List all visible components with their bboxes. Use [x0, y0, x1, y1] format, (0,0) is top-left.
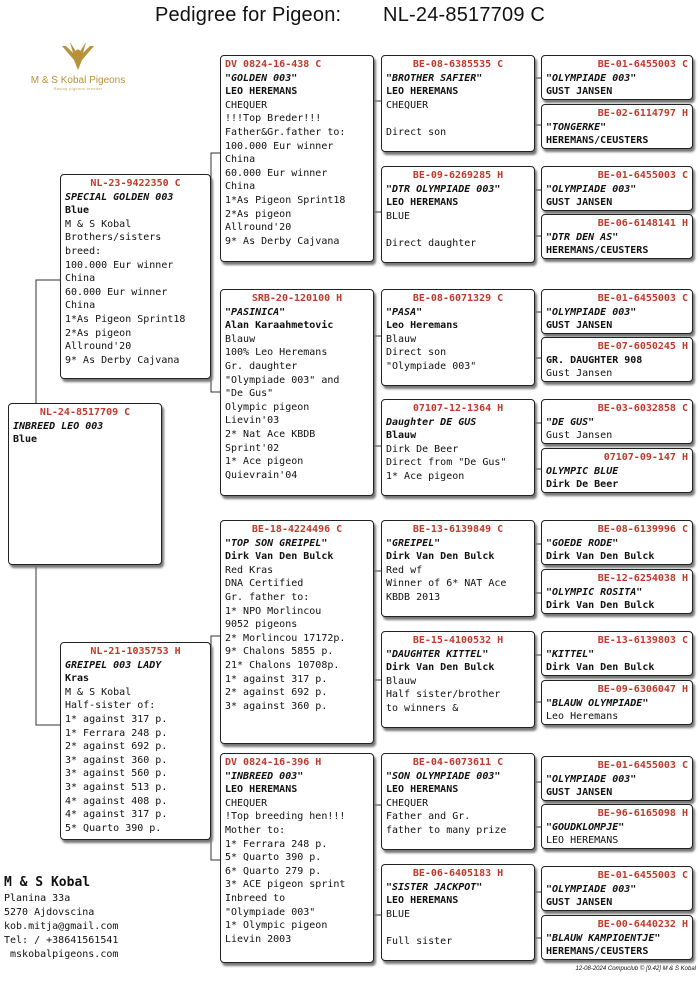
ancestor-ring: BE-08-6139996 C: [597, 524, 688, 535]
ancestor-breeder: Leo Heremans: [546, 711, 619, 723]
dam-line: 4* against 408 p.: [65, 795, 168, 807]
ggp-breeder: LEO HEREMANS: [386, 784, 459, 796]
grandparent-line: 1* Olympic pigeon: [225, 920, 328, 932]
ancestor-ring: BE-09-6306047 H: [597, 684, 688, 695]
ancestor-breeder: Dirk Van Den Bulck: [546, 600, 655, 612]
owner-city: 5270 Ajdovscina: [4, 907, 95, 918]
grandparent-line: "De Gus": [225, 388, 274, 400]
ancestor-name: "DTR DEN AS": [546, 231, 619, 243]
ancestor-ring: BE-03-6032858 C: [597, 403, 688, 414]
dam-line: 4* against 317 p.: [65, 809, 168, 821]
grandparent-line: 5* Quarto 390 p.: [225, 852, 322, 864]
ancestor-ring: BE-96-6165098 H: [597, 808, 688, 819]
ancestor-breeder: GUST JANSEN: [546, 787, 613, 799]
ggp-line: to winners &: [386, 702, 459, 714]
grandparent-name: "TOP SON GREIPEL": [225, 537, 328, 549]
grandparent-line: Father&Gr.father to:: [225, 126, 346, 138]
grandparent-line: "Olympiade 003" and: [225, 374, 340, 386]
ancestor-name: "TONGERKE": [546, 121, 607, 133]
sire-line: Allround'20: [65, 341, 132, 353]
grandparent-line: 1* Ace pigeon: [225, 456, 304, 468]
ggp-breeder: Dirk Van Den Bulck: [386, 662, 495, 674]
ggp-line: Direct from "De Gus": [386, 457, 507, 469]
ancestor-name: "OLYMPIADE 003": [546, 883, 637, 895]
sire-line: M & S Kobal: [65, 218, 132, 230]
ancestor-card: [541, 289, 693, 334]
ancestor-ring: BE-13-6139803 C: [597, 635, 688, 646]
sire-line: China: [65, 300, 96, 312]
ancestor-breeder: Gust Jansen: [546, 368, 613, 380]
ancestor-ring: BE-00-6440232 H: [597, 919, 688, 930]
great-grandparent-card: [381, 289, 535, 386]
logo-tagline: Racing pigeons breeder: [53, 86, 103, 91]
ggp-line: Direct son: [386, 347, 447, 359]
ggp-breeder: Dirk Van Den Bulck: [386, 551, 495, 563]
ggp-line: BLUE: [386, 210, 411, 222]
grandparent-breeder: LEO HEREMANS: [225, 784, 298, 796]
dam-line: 2* against 692 p.: [65, 741, 168, 753]
ancestor-name: "GOUDKLOMPJE": [546, 821, 625, 833]
grandparent-line: Mother to:: [225, 824, 286, 836]
grandparent-line: 2*As pigeon: [225, 208, 292, 220]
title-ring: NL-24-8517709 C: [383, 4, 546, 26]
ggp-line: Direct son: [386, 126, 447, 138]
grandparent-line: 1* NPO Morlincou: [225, 605, 322, 617]
dam-name: GREIPEL 003 LADY: [65, 659, 162, 671]
grandparent-ring: DV 0824-16-438 C: [225, 59, 322, 70]
ggp-ring: BE-06-6405183 H: [412, 868, 504, 879]
ggp-line: Father and Gr.: [386, 811, 471, 823]
ancestor-card: [541, 756, 693, 801]
sire-ring: NL-23-9422350 C: [90, 178, 181, 189]
ggp-line: [386, 921, 530, 935]
grandparent-line: 1* Ferrara 248 p.: [225, 838, 328, 850]
subject-color: Blue: [13, 434, 38, 446]
sire-line: Brothers/sisters: [65, 232, 162, 244]
ancestor-card: [541, 915, 693, 960]
ancestor-breeder: Dirk De Beer: [546, 479, 619, 491]
dam-line: M & S Kobal: [65, 686, 132, 698]
ancestor-name: "OLYMPIADE 003": [546, 306, 637, 318]
ggp-breeder: LEO HEREMANS: [386, 86, 459, 98]
grandparent-line: Gr. father to:: [225, 591, 310, 603]
sire-line: China: [65, 273, 96, 285]
dam-line: 3* against 513 p.: [65, 781, 168, 793]
grandparent-line: 60.000 Eur winner: [225, 167, 328, 179]
grandparent-card: [220, 520, 374, 744]
dam-ring: NL-21-1035753 H: [90, 646, 181, 657]
ancestor-card: [541, 166, 693, 211]
ggp-ring: BE-13-6139849 C: [412, 524, 504, 535]
ancestor-card: [541, 866, 693, 911]
ancestor-name: "GOEDE RODE": [546, 537, 619, 549]
ancestor-card: [541, 104, 693, 149]
owner-email: kob.mitja@gmail.com: [4, 921, 119, 932]
sire-line: 2*As pigeon: [65, 327, 132, 339]
sire-line: 9* As Derby Cajvana: [65, 354, 180, 366]
grandparent-breeder: LEO HEREMANS: [225, 86, 298, 98]
great-grandparent-card: [381, 399, 535, 496]
grandparent-line: Inbreed to: [225, 892, 286, 904]
ggp-line: KBDB 2013: [386, 591, 441, 603]
grandparent-line: Allround'20: [225, 222, 292, 234]
grandparent-line: Blauw: [225, 333, 256, 345]
grandparent-line: Quievrain'04: [225, 469, 298, 481]
subject-name: INBREED LEO 003: [13, 420, 104, 432]
grandparent-breeder: Alan Karaahmetovic: [225, 320, 334, 332]
grandparent-line: Lievin 2003: [225, 933, 292, 945]
ancestor-name: OLYMPIC BLUE: [546, 465, 619, 477]
ancestor-name: "BLAUW KAMPIOENTJE": [546, 932, 661, 944]
grandparent-line: 2* against 692 p.: [225, 687, 328, 699]
great-grandparent-card: [381, 753, 535, 850]
ancestor-breeder: HEREMANS/CEUSTERS: [546, 135, 649, 147]
ancestor-breeder: Gust Jansen: [546, 430, 613, 442]
ggp-line: CHEQUER: [386, 99, 429, 111]
ggp-ring: BE-08-6071329 C: [412, 293, 504, 304]
ggp-breeder: LEO HEREMANS: [386, 197, 459, 209]
owner-phone: Tel: / +38641561541: [4, 935, 119, 946]
ancestor-breeder: LEO HEREMANS: [546, 835, 619, 847]
ancestor-name: "OLYMPIADE 003": [546, 773, 637, 785]
ancestor-name: "OLYMPIC ROSITA": [546, 586, 643, 598]
ggp-line: Dirk De Beer: [386, 443, 459, 455]
grandparent-card: [220, 289, 374, 496]
ancestor-ring: BE-01-6455003 C: [597, 870, 688, 881]
ancestor-card: [541, 804, 693, 849]
grandparent-ring: DV 0824-16-396 H: [225, 757, 322, 768]
ggp-line: Half sister/brother: [386, 689, 501, 701]
grandparent-ring: BE-18-4224496 C: [251, 524, 343, 535]
print-stamp: 12-08-2024 Compuclub © [9.42] M & S Kobal: [575, 966, 696, 972]
ancestor-ring: BE-06-6148141 H: [597, 218, 688, 229]
ancestor-ring: BE-01-6455003 C: [597, 760, 688, 771]
ggp-line: CHEQUER: [386, 797, 429, 809]
owner-contact: [4, 874, 118, 962]
great-grandparent-card: [381, 55, 535, 152]
ggp-name: "DAUGHTER KITTEL": [386, 648, 489, 660]
ancestor-card: [541, 569, 693, 614]
dam-color: Kras: [65, 673, 90, 685]
grandparent-line: Olympic pigeon: [225, 401, 310, 413]
ggp-ring: BE-09-6269285 H: [412, 170, 504, 181]
owner-address: Planina 33a: [4, 893, 71, 904]
ancestor-card: [541, 399, 693, 444]
ancestor-ring: BE-01-6455003 C: [597, 59, 688, 70]
ggp-line: Winner of 6* NAT Ace: [386, 578, 507, 590]
ancestor-card: [541, 448, 693, 493]
grandparent-line: 2* Morlincou 17172p.: [225, 632, 346, 644]
ancestor-card: [541, 55, 693, 100]
ancestor-ring: BE-01-6455003 C: [597, 293, 688, 304]
ggp-line: "Olympiade 003": [386, 360, 477, 372]
dam-card: [60, 642, 211, 840]
grandparent-line: "Olympiade 003": [225, 906, 316, 918]
great-grandparent-card: [381, 864, 535, 961]
sire-card: [60, 174, 211, 379]
owner-website: mskobalpigeons.com: [4, 949, 119, 960]
ancestor-name: "OLYMPIADE 003": [546, 183, 637, 195]
grandparent-name: "PASINICA": [225, 306, 286, 318]
grandparent-line: 9* As Derby Cajvana: [225, 235, 340, 247]
subject-ring: NL-24-8517709 C: [39, 407, 131, 418]
ancestor-ring: BE-12-6254038 H: [597, 573, 688, 584]
dam-line: 1* against 317 p.: [65, 713, 168, 725]
ggp-ring: BE-04-6073611 C: [412, 757, 504, 768]
grandparent-card: [220, 753, 374, 963]
ggp-line: [386, 112, 530, 126]
ggp-name: Daughter DE GUS: [386, 416, 477, 428]
ggp-ring: 07107-12-1364 H: [412, 403, 504, 414]
ancestor-ring: BE-01-6455003 C: [597, 170, 688, 181]
ancestor-name: "KITTEL": [546, 648, 595, 660]
grandparent-line: 2* Nat Ace KBDB: [225, 428, 316, 440]
subject-card: [8, 403, 162, 565]
great-grandparent-card: [381, 520, 535, 617]
grandparent-card: [220, 55, 374, 262]
ancestor-breeder: GUST JANSEN: [546, 897, 613, 909]
grandparent-line: !Top breeding hen!!!: [225, 811, 346, 823]
grandparent-line: DNA Certified: [225, 578, 304, 590]
ggp-line: [386, 223, 530, 237]
grandparent-line: 3* against 360 p.: [225, 700, 328, 712]
ggp-ring: BE-08-6385535 C: [412, 59, 504, 70]
ggp-line: BLUE: [386, 908, 411, 920]
ancestor-breeder: GUST JANSEN: [546, 320, 613, 332]
ggp-line: Full sister: [386, 935, 453, 947]
ancestor-ring: BE-02-6114797 H: [597, 108, 688, 119]
sire-line: 1*As Pigeon Sprint18: [65, 313, 186, 325]
ancestor-name: "BLAUW OLYMPIADE": [546, 697, 649, 709]
ggp-name: "SON OLYMPIADE 003": [386, 770, 501, 782]
ggp-name: "GREIPEL": [386, 537, 441, 549]
grandparent-line: 1* against 317 p.: [225, 673, 328, 685]
dam-line: 3* against 560 p.: [65, 768, 168, 780]
sire-name: SPECIAL GOLDEN 003: [65, 191, 174, 203]
grandparent-name: "INBREED 003": [225, 770, 304, 782]
logo-brand: M & S Kobal Pigeons: [30, 75, 126, 86]
grandparent-line: Sprint'02: [225, 442, 280, 454]
grandparent-line: 21* Chalons 10708p.: [225, 659, 340, 671]
ancestor-breeder: HEREMANS/CEUSTERS: [546, 245, 649, 257]
grandparent-line: CHEQUER: [225, 797, 268, 809]
ggp-line: Direct daughter: [386, 237, 477, 249]
dam-line: Half-sister of:: [65, 700, 156, 712]
ggp-line: 1* Ace pigeon: [386, 470, 465, 482]
ancestor-breeder: HEREMANS/CEUSTERS: [546, 946, 649, 958]
ancestor-breeder: Dirk Van Den Bulck: [546, 662, 655, 674]
ancestor-ring: 07107-09-147 H: [603, 452, 688, 463]
ancestor-card: [541, 337, 693, 382]
ancestor-card: [541, 631, 693, 676]
grandparent-line: 1*As Pigeon Sprint18: [225, 194, 346, 206]
grandparent-line: 9* Chalons 5855 p.: [225, 646, 334, 658]
dam-line: 3* against 360 p.: [65, 754, 168, 766]
ggp-breeder: Blauw: [386, 430, 417, 442]
ancestor-name: "OLYMPIADE 003": [546, 72, 637, 84]
ancestor-name: "DE GUS": [546, 416, 595, 428]
ancestor-ring: BE-07-6050245 H: [597, 341, 688, 352]
dam-line: 5* Quarto 390 p.: [65, 822, 162, 834]
ggp-name: "SISTER JACKPOT": [386, 881, 483, 893]
ancestor-breeder: Dirk Van Den Bulck: [546, 551, 655, 563]
grandparent-ring: SRB-20-120100 H: [251, 293, 343, 304]
ancestor-card: [541, 680, 693, 725]
grandparent-line: Red Kras: [225, 564, 274, 576]
grandparent-line: 6* Quarto 279 p.: [225, 865, 322, 877]
grandparent-line: 3* ACE pigeon sprint: [225, 879, 346, 891]
ancestor-breeder: GUST JANSEN: [546, 86, 613, 98]
grandparent-name: "GOLDEN 003": [225, 72, 298, 84]
ggp-breeder: Leo Heremans: [386, 320, 459, 332]
ggp-line: father to many prize: [386, 824, 507, 836]
grandparent-line: !!!Top Breder!!!: [225, 113, 322, 125]
ggp-breeder: LEO HEREMANS: [386, 895, 459, 907]
ancestor-card: [541, 520, 693, 565]
grandparent-line: 9052 pigeons: [225, 619, 298, 631]
grandparent-line: 100.000 Eur winner: [225, 140, 334, 152]
great-grandparent-card: [381, 631, 535, 728]
ggp-line: Blauw: [386, 675, 417, 687]
sire-line: 100.000 Eur winner: [65, 259, 174, 271]
ggp-line: Red wf: [386, 564, 423, 576]
ggp-name: "PASA": [386, 306, 423, 318]
dam-line: 1* Ferrara 248 p.: [65, 727, 168, 739]
sire-color: Blue: [65, 205, 90, 217]
great-grandparent-card: [381, 166, 535, 263]
ggp-name: "DTR OLYMPIADE 003": [386, 183, 501, 195]
grandparent-line: China: [225, 181, 256, 193]
sire-line: 60.000 Eur winner: [65, 286, 168, 298]
ancestor-breeder: GUST JANSEN: [546, 197, 613, 209]
grandparent-breeder: Dirk Van Den Bulck: [225, 551, 334, 563]
grandparent-line: 100% Leo Heremans: [225, 347, 328, 359]
ggp-ring: BE-15-4100532 H: [412, 635, 504, 646]
title-label: Pedigree for Pigeon:: [154, 4, 342, 26]
ancestor-card: [541, 214, 693, 259]
grandparent-line: China: [225, 154, 256, 166]
grandparent-line: Gr. daughter: [225, 360, 298, 372]
grandparent-line: Lievin'03: [225, 415, 280, 427]
owner-name: M & S Kobal: [4, 875, 91, 890]
ggp-name: "BROTHER SAFIER": [386, 72, 483, 84]
ancestor-name: GR. DAUGHTER 908: [546, 354, 643, 366]
sire-line: breed:: [65, 245, 102, 257]
ggp-line: Blauw: [386, 333, 417, 345]
grandparent-line: CHEQUER: [225, 99, 268, 111]
